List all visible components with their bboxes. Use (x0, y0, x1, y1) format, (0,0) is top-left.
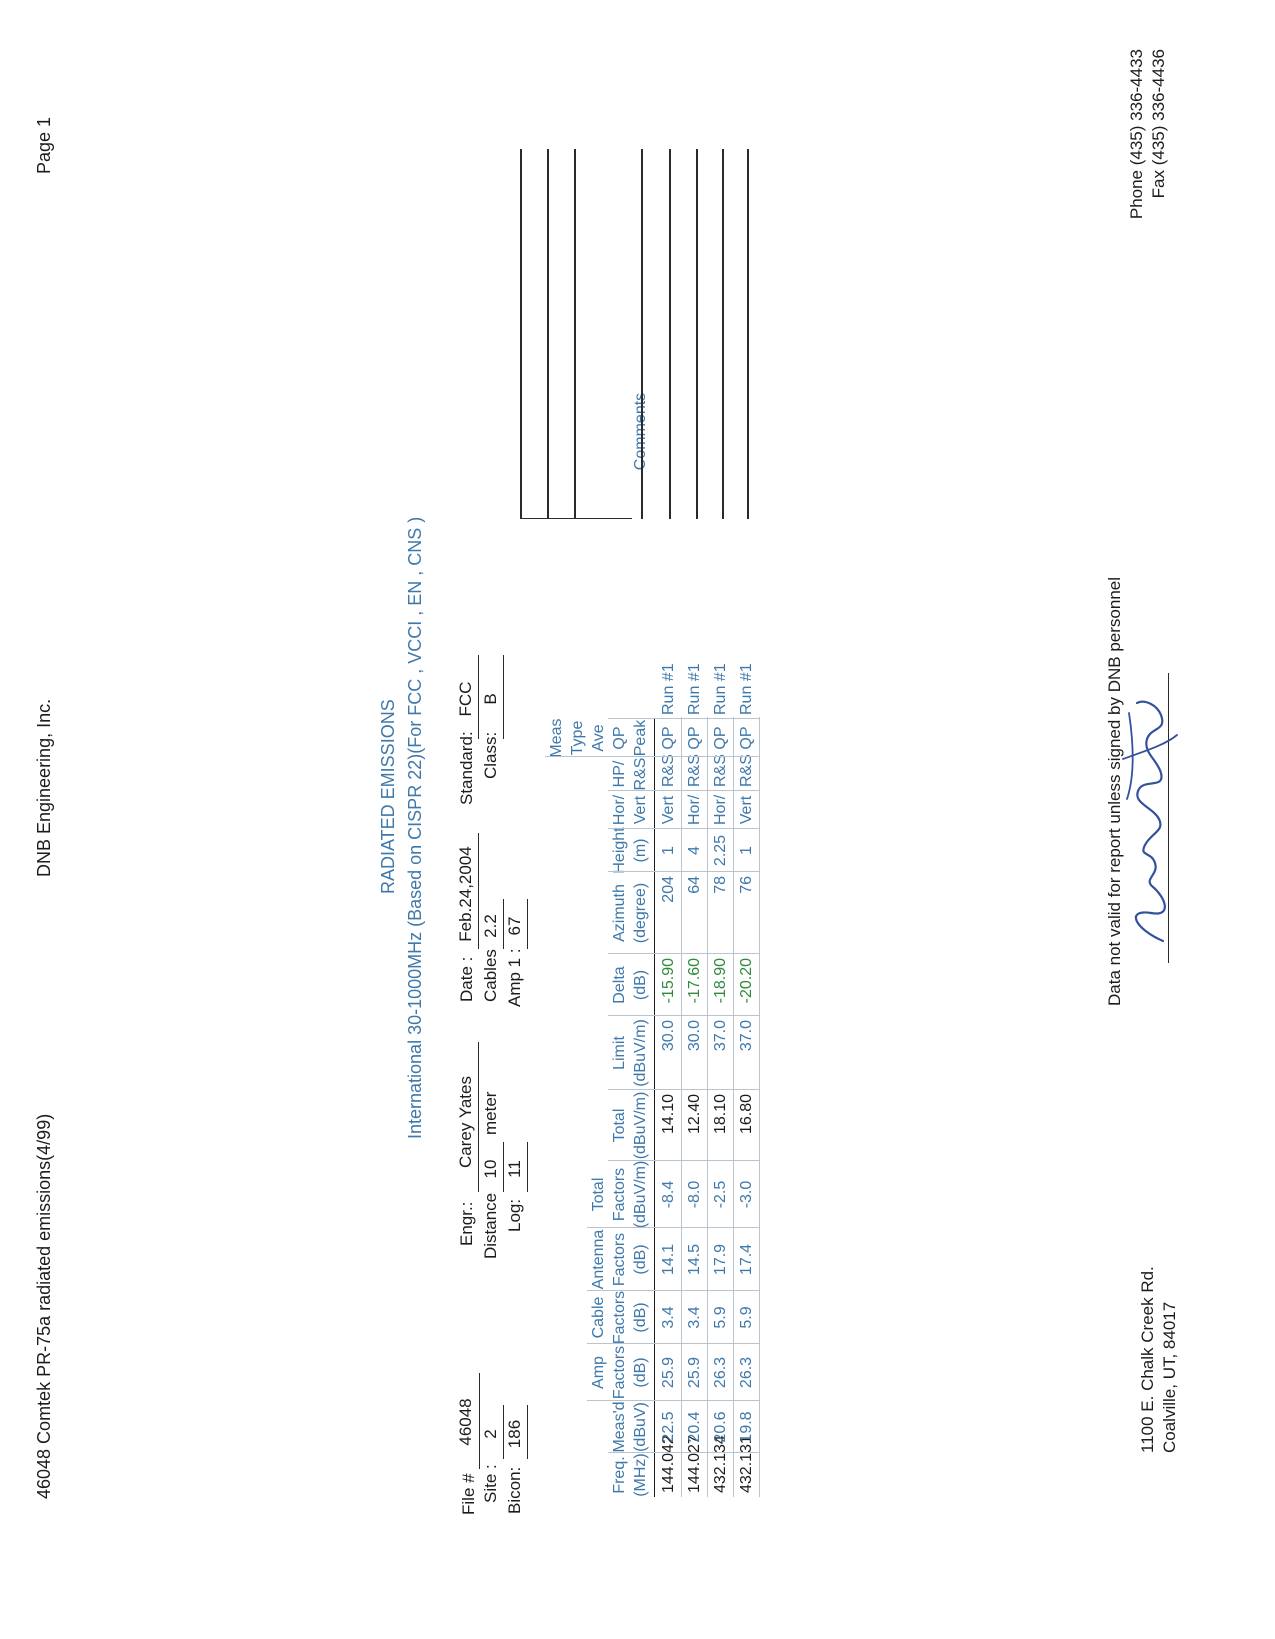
report-subtitle: International 30-1000MHz (Based on CISPR 22)(For FCC , VCCI , EN , CNS ) (405, 516, 425, 1139)
table-cell: Run #1 (660, 663, 677, 715)
distance-label: Distance (481, 1192, 500, 1259)
grid-line (608, 718, 760, 719)
engr-label: Engr.: (457, 1201, 476, 1246)
table-cell: Run #1 (686, 663, 703, 715)
table-cell: 1 (738, 846, 755, 855)
column-header: Meas'd (611, 1401, 628, 1453)
table-cell: 16.80 (738, 1094, 755, 1135)
table-cell: 25.9 (686, 1356, 703, 1389)
standard-value: FCC (456, 681, 475, 717)
table-cell: 37.0 (738, 1020, 755, 1052)
grid-line (733, 717, 734, 1497)
table-cell: 12.40 (686, 1094, 703, 1135)
date-value: Feb.24,2004 (456, 846, 475, 942)
column-header: Factors (611, 1345, 628, 1400)
table-cell: 26.3 (738, 1356, 755, 1389)
grid-line (608, 871, 760, 872)
table-cell: 144.042 (660, 1435, 677, 1493)
distance-unit: meter (481, 1091, 500, 1135)
column-header: Height (611, 827, 628, 874)
table-cell: 78 (712, 876, 729, 894)
grid-line (608, 828, 760, 829)
grid-line (608, 1089, 760, 1090)
table-cell: 432.134 (712, 1435, 729, 1493)
bicon-value: 186 (505, 1419, 524, 1449)
column-header: Peak (632, 719, 649, 757)
grid-line (608, 1160, 760, 1161)
column-header: Total (611, 1108, 628, 1143)
table-cell: 432.131 (738, 1435, 755, 1493)
column-header: (MHz) (632, 1453, 649, 1497)
grid-line (654, 719, 655, 1497)
column-header: Factors (611, 1232, 628, 1287)
table-cell: Run #1 (738, 663, 755, 715)
column-header: Delta (611, 966, 628, 1004)
column-header: Type (569, 720, 586, 756)
table-cell: Hor/ (686, 794, 703, 825)
table-cell: QP (686, 726, 703, 750)
column-header: (dB) (632, 1357, 649, 1388)
grid-line (587, 1227, 760, 1228)
column-header: (dB) (632, 1302, 649, 1333)
column-header: Amp (590, 1356, 607, 1389)
address-line-2: Coalville, UT, 84017 (1160, 1301, 1179, 1453)
table-cell: 2.25 (712, 834, 729, 867)
site-value: 2 (481, 1429, 500, 1439)
column-header: Meas (548, 718, 565, 758)
comment-line (520, 149, 522, 519)
cables-label: Cables (481, 949, 500, 1002)
table-cell: -3.0 (738, 1180, 755, 1209)
table-cell: QP (660, 726, 677, 750)
column-header: R&S (632, 757, 649, 791)
signature-image (1115, 689, 1185, 949)
class-label: Class: (481, 731, 500, 779)
standard-label: Standard: (457, 731, 476, 805)
grid-line (587, 1343, 760, 1344)
table-cell: QP (738, 726, 755, 750)
comment-divider (520, 518, 632, 519)
table-cell: 3.4 (686, 1306, 703, 1329)
comment-line (641, 149, 643, 519)
table-cell: Vert (738, 795, 755, 825)
comment-line (547, 149, 549, 519)
column-header: Factors (611, 1167, 628, 1222)
column-header: Vert (632, 795, 649, 825)
site-label: Site : (481, 1464, 500, 1503)
table-cell: 14.1 (660, 1243, 677, 1276)
column-header: (dBuV/m) (632, 1091, 649, 1160)
page-label: Page 1 (34, 116, 54, 174)
table-cell: Vert (660, 795, 677, 825)
table-cell: 76 (738, 876, 755, 894)
cables-value: 2.2 (481, 914, 500, 938)
table-cell: 25.9 (660, 1356, 677, 1389)
amp-value: 67 (505, 916, 524, 936)
table-cell: R&S (738, 754, 755, 787)
table-cell: R&S (712, 754, 729, 787)
column-header: (m) (632, 838, 649, 863)
column-header: Hor/ (611, 794, 628, 826)
table-cell: 64 (686, 876, 703, 894)
table-cell: 37.0 (712, 1020, 729, 1052)
grid-line (587, 1400, 760, 1401)
table-cell: 20.6 (712, 1411, 729, 1443)
distance-value: 10 (481, 1159, 500, 1179)
grid-line (707, 717, 708, 1497)
table-cell: -8.0 (686, 1180, 703, 1209)
table-cell: 204 (660, 876, 677, 903)
log-value: 11 (505, 1160, 524, 1178)
table-cell: -15.90 (660, 958, 677, 1004)
engr-value: Carey Yates (456, 1076, 475, 1168)
table-cell: 14.5 (686, 1243, 703, 1276)
column-header: (dBuV/m) (632, 1160, 649, 1229)
log-label: Log: (505, 1198, 524, 1232)
column-header: Factors (611, 1290, 628, 1345)
table-cell: 1 (660, 846, 677, 855)
table-cell: QP (712, 726, 729, 750)
table-cell: R&S (686, 754, 703, 787)
table-cell: 22.5 (660, 1411, 677, 1443)
column-header: (dB) (632, 969, 649, 1001)
comment-line (574, 149, 576, 519)
file-value: 46048 (456, 1398, 475, 1446)
table-cell: 14.10 (660, 1094, 677, 1135)
table-cell: 18.10 (712, 1094, 729, 1135)
table-cell: 26.3 (712, 1356, 729, 1389)
column-header: Limit (611, 1036, 628, 1070)
comment-line (722, 149, 724, 519)
amp-label: Amp 1 : (505, 948, 524, 1007)
table-cell: 5.9 (712, 1306, 729, 1329)
company-name: DNB Engineering, Inc. (34, 698, 54, 877)
column-header: Ave (590, 724, 607, 752)
address-line-1: 1100 E. Chalk Creek Rd. (1138, 1266, 1157, 1453)
table-cell: R&S (660, 754, 677, 787)
report-title: RADIATED EMISSIONS (378, 699, 398, 894)
grid-line (545, 756, 760, 757)
column-header: (dBuV/m) (632, 1019, 649, 1087)
phone-number: Phone (435) 336-4433 (1127, 49, 1146, 220)
comment-line (696, 149, 698, 519)
grid-line (608, 1452, 760, 1453)
table-cell: 3.4 (660, 1306, 677, 1329)
table-cell: 30.0 (686, 1020, 703, 1052)
table-cell: Hor/ (712, 794, 729, 825)
grid-line (608, 1015, 760, 1016)
column-header: Total (590, 1177, 607, 1212)
date-label: Date : (457, 956, 476, 1002)
file-label: File # (459, 1473, 478, 1515)
column-header: Freq. (611, 1456, 628, 1494)
table-cell: 17.4 (738, 1243, 755, 1276)
table-cell: Run #1 (712, 663, 729, 715)
table-cell: 5.9 (738, 1306, 755, 1329)
grid-line (587, 1290, 760, 1291)
grid-line (608, 953, 760, 954)
bicon-label: Bicon: (505, 1466, 524, 1514)
table-cell: -2.5 (712, 1180, 729, 1209)
fax-number: Fax (435) 336-4436 (1149, 49, 1168, 199)
table-cell: 4 (686, 846, 703, 855)
grid-line (759, 717, 760, 1497)
table-cell: 144.027 (686, 1435, 703, 1493)
column-header: QP (611, 726, 628, 750)
column-header: (degree) (632, 882, 649, 944)
comment-line (669, 149, 671, 519)
table-cell: 30.0 (660, 1020, 677, 1052)
class-value: B (481, 693, 500, 705)
table-cell: -8.4 (660, 1180, 677, 1209)
document-title: 46048 Comtek PR-75a radiated emissions(4/99) (34, 1113, 54, 1499)
column-header: Cable (590, 1296, 607, 1339)
table-cell: 17.9 (712, 1243, 729, 1276)
column-header: (dBuV) (632, 1402, 649, 1452)
table-cell: 20.4 (686, 1411, 703, 1443)
column-header: Comments (632, 392, 649, 471)
table-cell: -17.60 (686, 958, 703, 1004)
comment-line (747, 149, 749, 519)
column-header: HP/ (611, 760, 628, 788)
column-header: Antenna (590, 1229, 607, 1290)
validity-note: Data not valid for report unless signed by DNB personnel (1105, 576, 1124, 1006)
column-header: Azimuth (611, 884, 628, 942)
table-cell: 19.8 (738, 1411, 755, 1443)
table-cell: -20.20 (738, 958, 755, 1004)
table-cell: -18.90 (712, 958, 729, 1004)
grid-line (681, 717, 682, 1497)
column-header: (dB) (632, 1244, 649, 1275)
grid-line (608, 790, 760, 791)
